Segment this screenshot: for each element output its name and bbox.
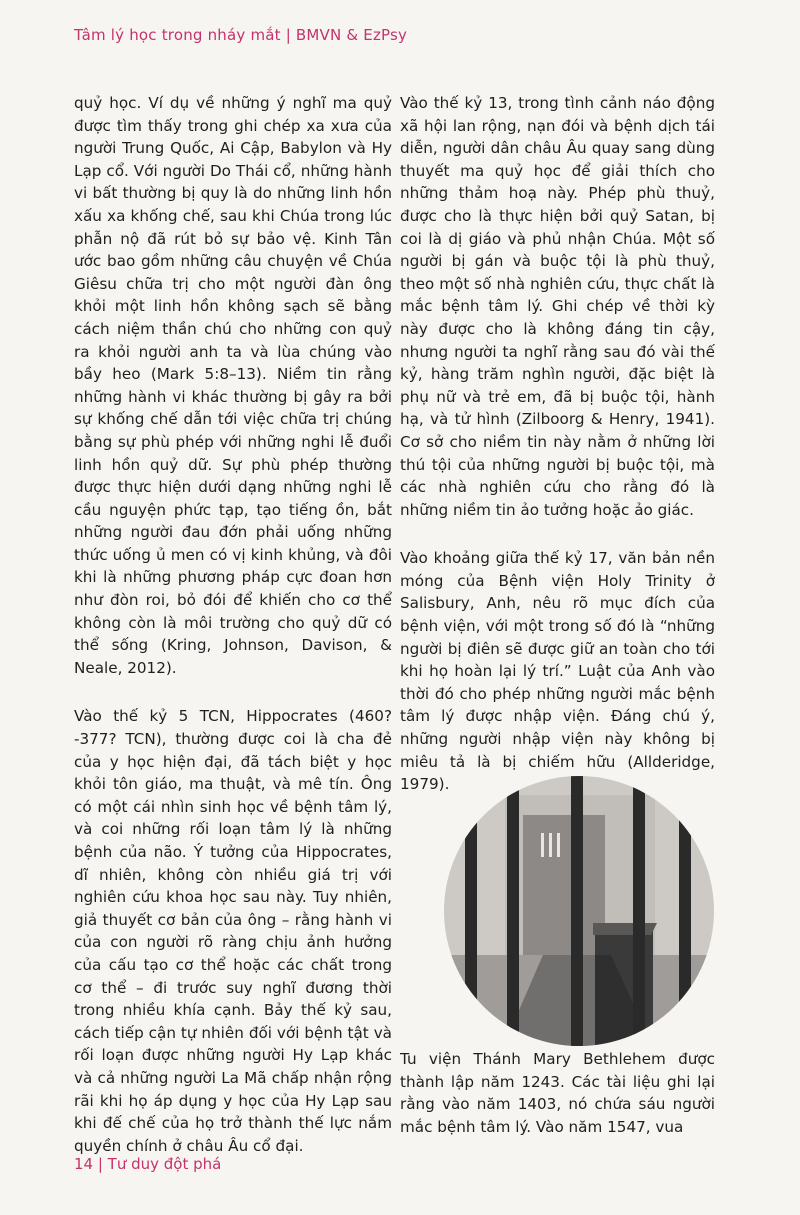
right-column-continuation: Tu viện Thánh Mary Bethlehem được thành lập năm 1243. Các tài liệu ghi lại rằng vào năm 1403, nó chứa sáu người mắc bệnh tâm lý. Vào năm 1547, vua	[400, 1050, 715, 1136]
right-paragraph-1: Vào thế kỷ 13, trong tình cảnh náo động xã hội lan rộng, nạn đói và bệnh dịch tái diễn, người dân châu Âu quay sang dùng thuyết ma quỷ học để giải thích cho những thảm hoạ này. Phép phù thuỷ, được cho là thực hiện bởi quỷ Satan, bị coi là dị giáo và phủ nhận Chúa. Một số người bị gán và buộc tội là phù thuỷ, theo một số nhà nghiên cứu, thực chất là mắc bệnh tâm lý. Ghi chép về thời kỳ này được cho là không đáng tin cậy, nhưng người ta nghĩ rằng sau đó vài thế kỷ, hàng trăm nghìn người, đặc biệt là phụ nữ và trẻ em, đã bị buộc tội, hành hạ, và tử hình (Zilboorg & Henry, 1941). Cơ sở cho niềm tin này nằm ở những lời thú tội của những người bị buộc tội, mà các nhà nghiên cứu cho rằng đó là những niềm tin ảo tưởng hoặc ảo giác.	[400, 94, 715, 519]
left-paragraph-2: Vào thế kỷ 5 TCN, Hippocrates (460?-377? TCN), thường được coi là cha đẻ của y học hiện đại, đã tách biệt y học khỏi tôn giáo, ma thuật, và mê tín. Ông có một cái nhìn sinh học về bệnh tâm lý, và coi những rối loạn tâm lý là những bệnh của não. Ý tưởng của Hippocrates, dĩ nhiên, không còn nhiều giá trị với nghiên cứu khoa học sau này. Tuy nhiên, giả thuyết cơ bản của ông – rằng hành vi của con người rõ ràng chịu ảnh hưởng của cấu tạo cơ thể hoặc các chất trong cơ thể – đi trước suy nghĩ đương thời trong nhiều khía cạnh. Bảy thế kỷ sau, cách tiếp cận tự nhiên đối với bệnh tật và rối loạn được những người Hy Lạp khác và cả những người La Mã chấp nhận rộng rãi khi họ áp dụng y học của Hy Lạp sau khi đế chế của họ trở thành thế lực nắm quyền chính ở châu Âu cổ đại.	[74, 707, 392, 1155]
left-paragraph-1: quỷ học. Ví dụ về những ý nghĩ ma quỷ được tìm thấy trong ghi chép xa xưa của người Trung Quốc, Ai Cập, Babylon và Hy Lạp cổ. Với người Do Thái cổ, những hành vi bất thường bị quy là do những linh hồn xấu xa khống chế, sau khi Chúa trong lúc phẫn nộ đã rút bỏ sự bảo vệ. Kinh Tân ước bao gồm những câu chuyện về Chúa Giêsu chữa trị cho một người đàn ông khỏi một linh hồn không sạch sẽ bằng cách niệm thần chú cho những con quỷ ra khỏi người anh ta và lùa chúng vào bầy heo (Mark 5:8–13). Niềm tin rằng những hành vi khác thường bị gây ra bởi sự khống chế dẫn tới việc chữa trị chúng bằng sự phù phép với những nghi lễ đuổi linh hồn quỷ dữ. Sự phù phép thường được thực hiện dưới dạng những nghi lễ cầu nguyện phức tạp, tạo tiếng ồn, bắt những người đau đớn phải uống những thức uống ủ men có vị kinh khủng, và đôi khi là những phương pháp cực đoan hơn như đòn roi, bỏ đói để khiến cho cơ thể không còn là môi trường cho quỷ dữ có thể sống (Kring, Johnson, Davison, & Neale, 2012).	[74, 94, 392, 677]
right-column	[400, 92, 715, 796]
right-paragraph-2: Vào khoảng giữa thế kỷ 17, văn bản nền móng của Bệnh viện Holy Trinity ở Salisbury, Anh, nêu rõ mục đích của bệnh viện, với một trong số đó là “những người bị điên sẽ được giữ an toàn cho tới khi họ hoàn lại lý trí.” Luật của Anh vào thời đó cho phép những người mắc bệnh tâm lý được nhập viện. Đáng chú ý, những người nhập viện này không bị miêu tả là bị chiếm hữu (Allderidge, 1979).	[400, 549, 715, 794]
prison-cell-illustration-icon	[443, 775, 715, 1047]
running-header: Tâm lý học trong nháy mắt | BMVN & EzPsy	[74, 26, 408, 44]
left-column	[74, 92, 392, 1157]
page-footer: 14 | Tư duy đột phá	[74, 1155, 222, 1173]
